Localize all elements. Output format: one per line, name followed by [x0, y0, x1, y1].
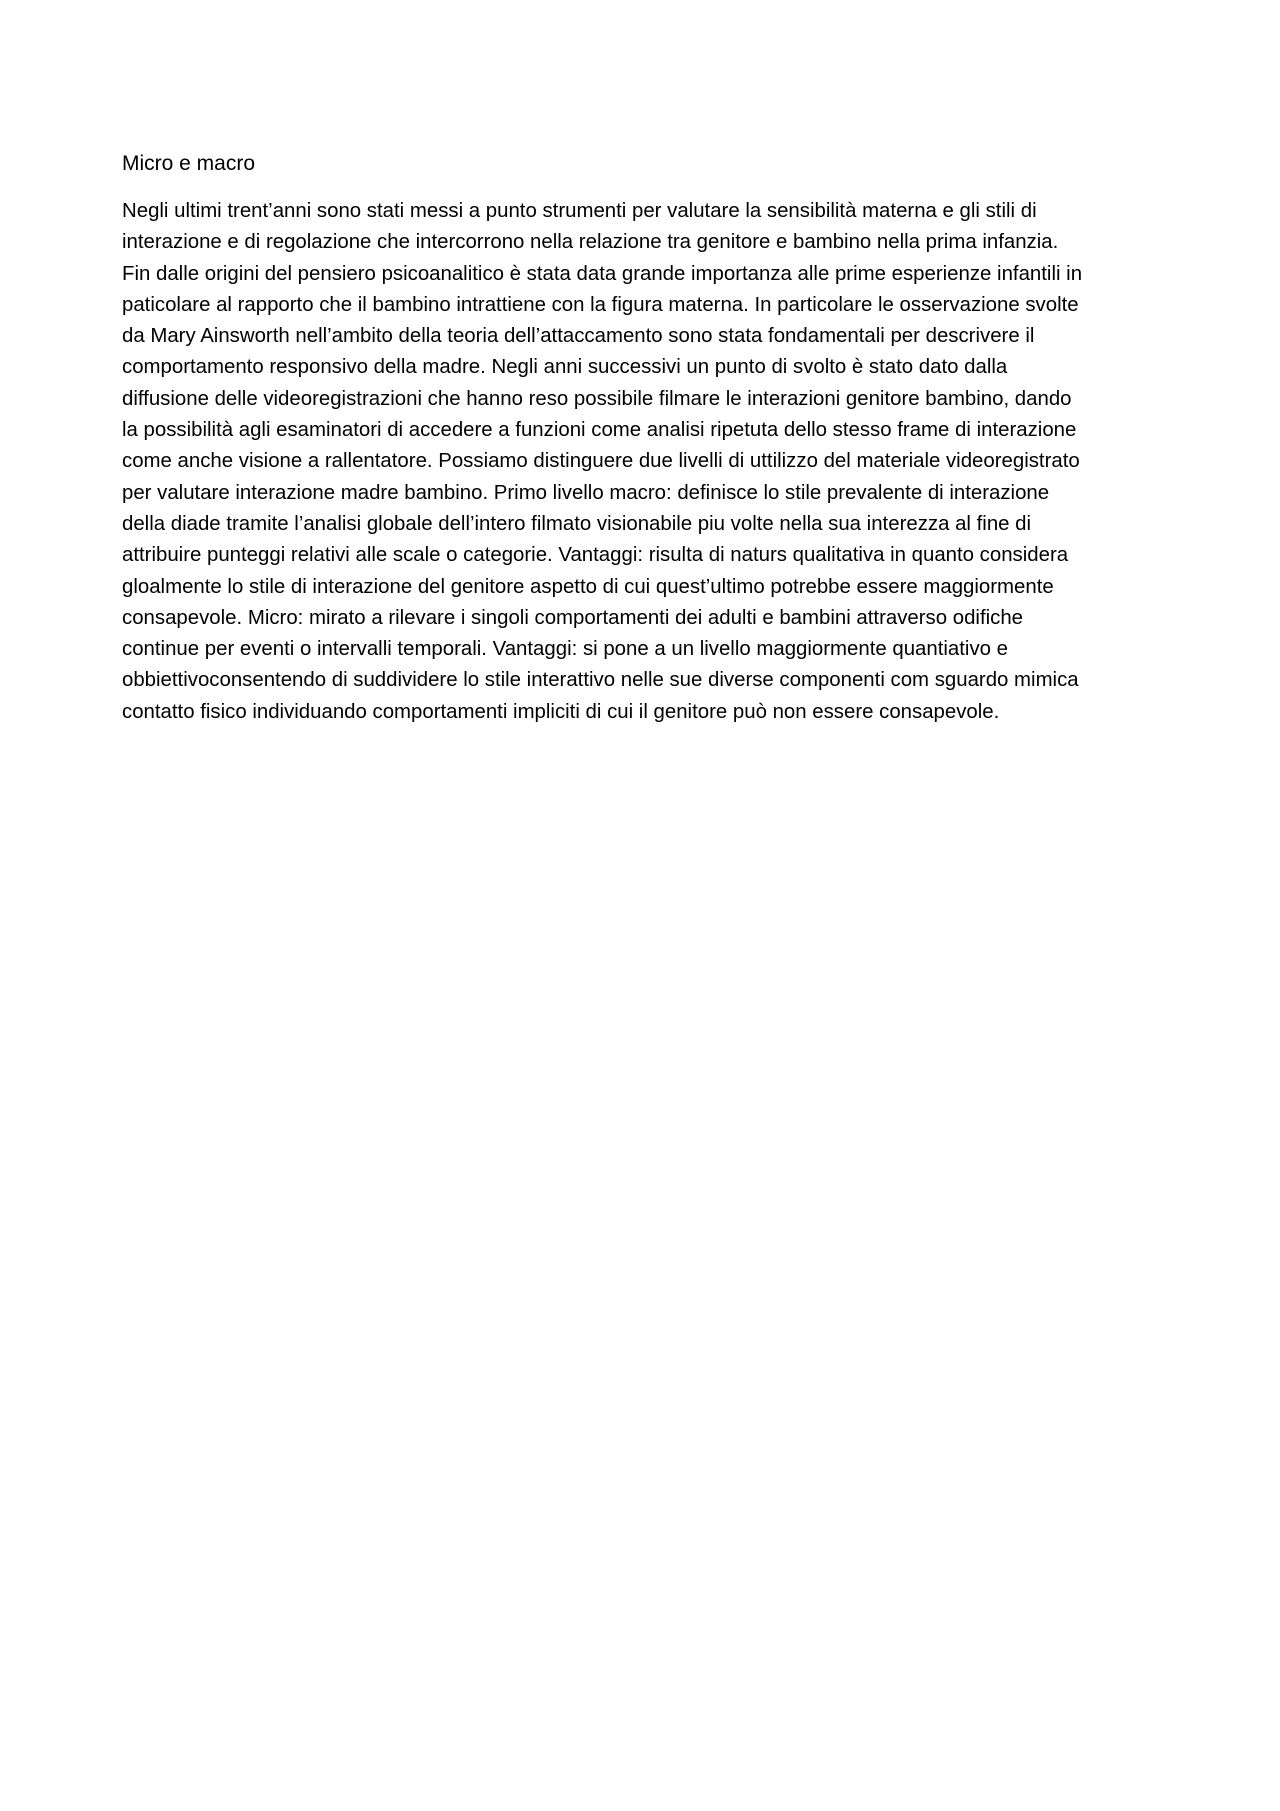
body-line: consapevole. Micro: mirato a rilevare i singoli comportamenti dei adulti e bambini attraverso odifiche	[122, 606, 1024, 629]
body-line: paticolare al rapporto che il bambino intrattiene con la figura materna. In particolare le osservazione svolte	[122, 293, 1079, 316]
document-content	[122, 150, 1162, 728]
body-line: la possibilità agli esaminatori di accedere a funzioni come analisi ripetuta dello stesso frame di interazione	[122, 419, 1077, 442]
body-line: comportamento responsivo della madre. Negli anni successivi un punto di svolto è stato dato dalla	[122, 356, 1008, 379]
body-line: Negli ultimi trent’anni sono stati messi a punto strumenti per valutare la sensibilità materna e gli stili di	[122, 200, 1037, 222]
body-line: attribuire punteggi relativi alle scale o categorie. Vantaggi: risulta di naturs qualitativa in quanto considera	[122, 544, 1069, 567]
body-line: da Mary Ainsworth nell’ambito della teoria dell’attaccamento sono stata fondamentali per descrivere il	[122, 325, 1035, 348]
body-line: per valutare interazione madre bambino. Primo livello macro: definisce lo stile prevalente di interazione	[122, 481, 1050, 504]
body-line: Fin dalle origini del pensiero psicoanalitico è stata data grande importanza alle prime esperienze infantili in	[122, 262, 1083, 285]
body-line: contatto fisico individuando comportamenti impliciti di cui il genitore può non essere consapevole.	[122, 700, 1000, 723]
body-line: interazione e di regolazione che intercorrono nella relazione tra genitore e bambino nella prima infanzia.	[122, 231, 1059, 254]
document-body	[122, 196, 1162, 728]
body-line: della diade tramite l’analisi globale dell’intero filmato visionabile piu volte nella sua interezza al fine di	[122, 512, 1032, 535]
body-line: continue per eventi o intervalli temporali. Vantaggi: si pone a un livello maggiormente quantiativo e	[122, 638, 1009, 661]
body-line: come anche visione a rallentatore. Possiamo distinguere due livelli di uttilizzo del materiale videoregistrato	[122, 450, 1080, 473]
body-line: gloalmente lo stile di interazione del genitore aspetto di cui quest’ultimo potrebbe essere maggiormente	[122, 575, 1054, 598]
body-line: diffusione delle videoregistrazioni che hanno reso possibile filmare le interazioni genitore bambino, dando	[122, 387, 1072, 410]
body-line: obbiettivoconsentendo di suddividere lo stile interattivo nelle sue diverse componenti com sguardo mimica	[122, 669, 1079, 692]
document-title: Micro e macro	[122, 152, 256, 175]
